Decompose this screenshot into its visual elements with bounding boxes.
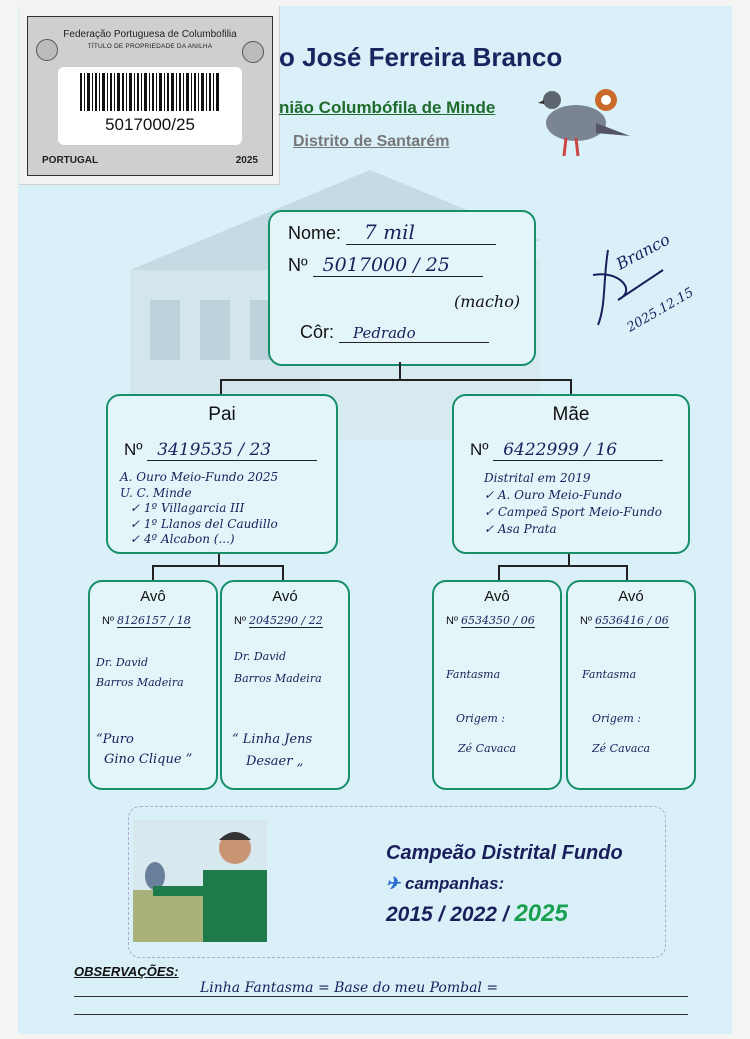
grandparent-note: Desaer „	[246, 754, 304, 769]
color-label: Côr:	[300, 322, 335, 342]
color-row	[300, 322, 489, 343]
grandparent-note: “Puro	[96, 732, 134, 747]
mother-note: ✓ Asa Prata	[484, 522, 557, 536]
grandparent-ring-label: Nº	[446, 615, 458, 627]
ring-label: Nº	[288, 255, 308, 275]
father-ring: 3419535 / 23	[147, 440, 317, 461]
grandparent-ring-label: Nº	[102, 615, 114, 627]
district-name: Distrito de Santarém	[293, 133, 450, 150]
father-notes	[120, 470, 278, 548]
father-note: U. C. Minde	[120, 485, 192, 500]
grandparent-ring: 2045290 / 22	[249, 614, 323, 627]
father-note: ✓ 1º Villagarcia III	[130, 501, 245, 515]
father-note: ✓ 1º Llanos del Caudillo	[130, 516, 278, 531]
grandparent-note: Fantasma	[446, 668, 501, 681]
grandparent-note: Zé Cavaca	[458, 742, 517, 755]
name-row	[288, 220, 496, 245]
father-box	[106, 394, 338, 554]
owner-photo	[133, 820, 267, 942]
connector	[399, 362, 401, 380]
father-ring-label: Nº	[124, 440, 143, 459]
father-title: Pai	[208, 404, 236, 425]
grandparent-note: Barros Madeira	[234, 672, 322, 685]
plane-icon: ✈	[386, 874, 401, 893]
label-year: 2025	[235, 155, 258, 166]
grandparent-note: Origem :	[456, 712, 505, 725]
ring-ownership-label	[19, 6, 280, 185]
grandparent-note: “ Linha Jens	[232, 732, 313, 747]
mother-ring: 6422999 / 16	[493, 440, 663, 461]
pigeon-color: Pedrado	[339, 324, 489, 343]
grandparent-note: Zé Cavaca	[592, 742, 651, 755]
grandparent-ring-label: Nº	[580, 615, 592, 627]
father-note: A. Ouro Meio-Fundo 2025	[120, 470, 279, 484]
pigeon-name: 7 mil	[346, 220, 496, 245]
observations-line	[74, 996, 688, 997]
connector	[152, 565, 154, 581]
grandparent-ring: 6534350 / 06	[461, 614, 535, 627]
mother-box	[452, 394, 690, 554]
mother-notes	[484, 470, 662, 538]
label-card	[27, 16, 273, 176]
signature-name: Branco	[612, 230, 673, 274]
pigeon-logo-image	[536, 78, 636, 168]
connector	[498, 565, 500, 581]
father-note: ✓ 4º Alcabon (...)	[130, 532, 235, 546]
grandparent-title: Avô	[484, 588, 510, 605]
pigeon-info-box	[268, 210, 536, 366]
grandparent-ring-row	[580, 614, 669, 628]
grandparent-note: Gino Clique ”	[104, 752, 193, 767]
grandparent-ring-row	[446, 614, 535, 628]
grandparent-ring: 6536416 / 06	[595, 614, 669, 627]
mother-title: Mãe	[552, 404, 590, 425]
grandparent-ring-row	[102, 614, 191, 628]
association-name: nião Columbófila de Minde	[279, 98, 496, 117]
grandparent-box-maternal-grandfather	[432, 580, 562, 790]
grandparent-title: Avó	[272, 588, 298, 605]
connector	[498, 565, 628, 567]
grandparent-box-maternal-grandmother	[566, 580, 696, 790]
grandparent-title: Avó	[618, 588, 644, 605]
barcode-panel	[58, 67, 242, 145]
ring-number: 5017000/25	[105, 115, 195, 134]
name-label: Nome:	[288, 223, 342, 243]
father-ring-row	[124, 440, 317, 461]
mother-note: ✓ Campeã Sport Meio-Fundo	[484, 505, 663, 519]
pigeon-ring: 5017000 / 25	[313, 254, 483, 277]
ring-row	[288, 254, 483, 277]
barcode	[80, 73, 220, 111]
grandparent-title: Avô	[140, 588, 166, 605]
campaign-year-latest: 2025	[514, 900, 568, 927]
connector	[152, 565, 284, 567]
connector	[282, 565, 284, 581]
connector	[220, 379, 572, 381]
owner-name: o José Ferreira Branco	[279, 42, 563, 72]
connector	[570, 379, 572, 395]
grandparent-box-paternal-grandmother	[220, 580, 350, 790]
grandparent-note: Origem :	[592, 712, 641, 725]
pigeon-sex: (macho)	[454, 292, 521, 311]
grandparent-note: Dr. David	[96, 656, 149, 669]
observations-label: OBSERVAÇÕES:	[74, 964, 179, 979]
grandparent-note: Dr. David	[234, 650, 287, 663]
connector	[626, 565, 628, 581]
champion-title: Campeão Distrital Fundo	[386, 842, 623, 864]
grandparent-ring: 8126157 / 18	[117, 614, 191, 627]
connector	[220, 379, 222, 395]
grandparent-box-paternal-grandfather	[88, 580, 218, 790]
observations-text: Linha Fantasma = Base do meu Pombal =	[200, 980, 499, 996]
label-title: TÍTULO DE PROPRIEDADE DA ANILHA	[87, 43, 213, 50]
signature	[578, 230, 728, 340]
grandparent-note: Barros Madeira	[96, 676, 184, 689]
campaigns-label: campanhas:	[404, 874, 505, 893]
label-country: PORTUGAL	[42, 155, 99, 166]
mother-ring-row	[470, 440, 663, 461]
federation-name: Federação Portuguesa de Columbofilia	[63, 29, 237, 40]
mother-note: Distrital em 2019	[484, 471, 591, 485]
grandparent-note: Fantasma	[582, 668, 637, 681]
observations-line	[74, 1014, 688, 1015]
mother-note: ✓ A. Ouro Meio-Fundo	[484, 488, 622, 502]
mother-ring-label: Nº	[470, 440, 489, 459]
campaign-years	[386, 900, 568, 928]
campaigns-row	[386, 874, 504, 894]
grandparent-ring-row	[234, 614, 323, 628]
signature-date: 2025.12.15	[624, 285, 697, 336]
grandparent-ring-label: Nº	[234, 615, 246, 627]
campaign-years-prefix: 2015 / 2022 /	[386, 903, 509, 926]
